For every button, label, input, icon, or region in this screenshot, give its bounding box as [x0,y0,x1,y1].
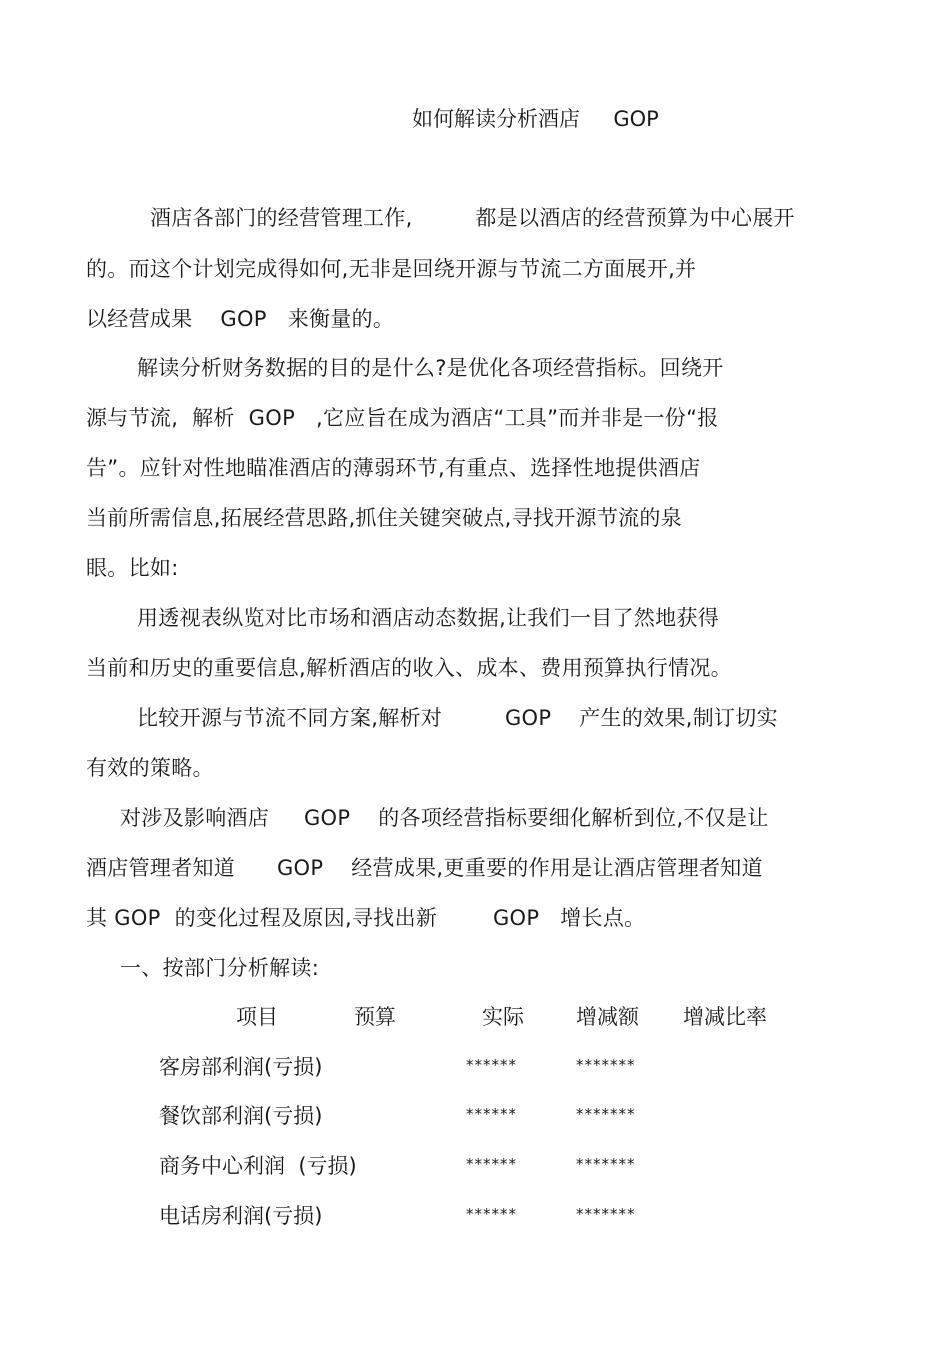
paragraph-3-line-1: 用透视表纵览对比市场和酒店动态数据,让我们一目了然地获得 [137,606,720,630]
paragraph-2-line-1: 解读分析财务数据的目的是什么?是优化各项经营指标。回绕开 [137,356,724,380]
row-diff-value: ******* [576,1205,636,1223]
paragraph-5-line-2: 酒店管理者知道 GOP 经营成果,更重要的作用是让酒店管理者知道 [86,856,763,880]
paragraph-3-line-2: 当前和历史的重要信息,解析酒店的收入、成本、费用预算执行情况。 [86,656,732,680]
row-item-label: 电话房利润(亏损) [159,1204,323,1228]
row-actual-value: ****** [466,1105,517,1123]
paragraph-2-line-5: 眼。比如: [86,556,179,580]
paragraph-2-line-3: 告”。应针对性地瞄准酒店的薄弱环节,有重点、选择性地提供酒店 [86,456,701,480]
table-header-diff: 增减额 [576,1005,639,1029]
row-diff-value: ******* [576,1155,636,1173]
paragraph-1-line-2: 的。而这个计划完成得如何,无非是回绕开源与节流二方面展开,并 [86,257,697,281]
row-item-label: 商务中心利润 (亏损) [159,1154,357,1178]
table-header-ratio: 增减比率 [683,1005,767,1029]
paragraph-5-line-3: 其 GOP 的变化过程及原因,寻找出新 GOP 增长点。 [86,906,646,930]
paragraph-1-line-3: 以经营成果 GOP 来衡量的。 [86,307,395,331]
row-diff-value: ******* [576,1105,636,1123]
paragraph-1-line-1: 酒店各部门的经营管理工作, 都是以酒店的经营预算为中心展开 [150,206,795,230]
row-actual-value: ****** [466,1155,517,1173]
table-header-actual: 实际 [482,1005,524,1029]
paragraph-4-line-2: 有效的策略。 [86,756,214,780]
paragraph-2-line-2: 源与节流, 解析 GOP ,它应旨在成为酒店“工具”而并非是一份“报 [86,406,719,430]
table-header-item: 项目 [236,1005,278,1029]
paragraph-4-line-1: 比较开源与节流不同方案,解析对 GOP 产生的效果,制订切实 [137,706,778,730]
section-heading: 一、按部门分析解读: [120,956,320,980]
paragraph-2-line-4: 当前所需信息,拓展经营思路,抓住关键突破点,寻找开源节流的泉 [86,506,683,530]
row-item-label: 客房部利润(亏损) [159,1055,323,1079]
row-diff-value: ******* [576,1056,636,1074]
table-header-budget: 预算 [354,1005,396,1029]
page-title: 如何解读分析酒店 GOP [412,107,659,131]
row-item-label: 餐饮部利润(亏损) [159,1104,323,1128]
row-actual-value: ****** [466,1056,517,1074]
paragraph-5-line-1: 对涉及影响酒店 GOP 的各项经营指标要细化解析到位,不仅是让 [120,806,769,830]
row-actual-value: ****** [466,1205,517,1223]
